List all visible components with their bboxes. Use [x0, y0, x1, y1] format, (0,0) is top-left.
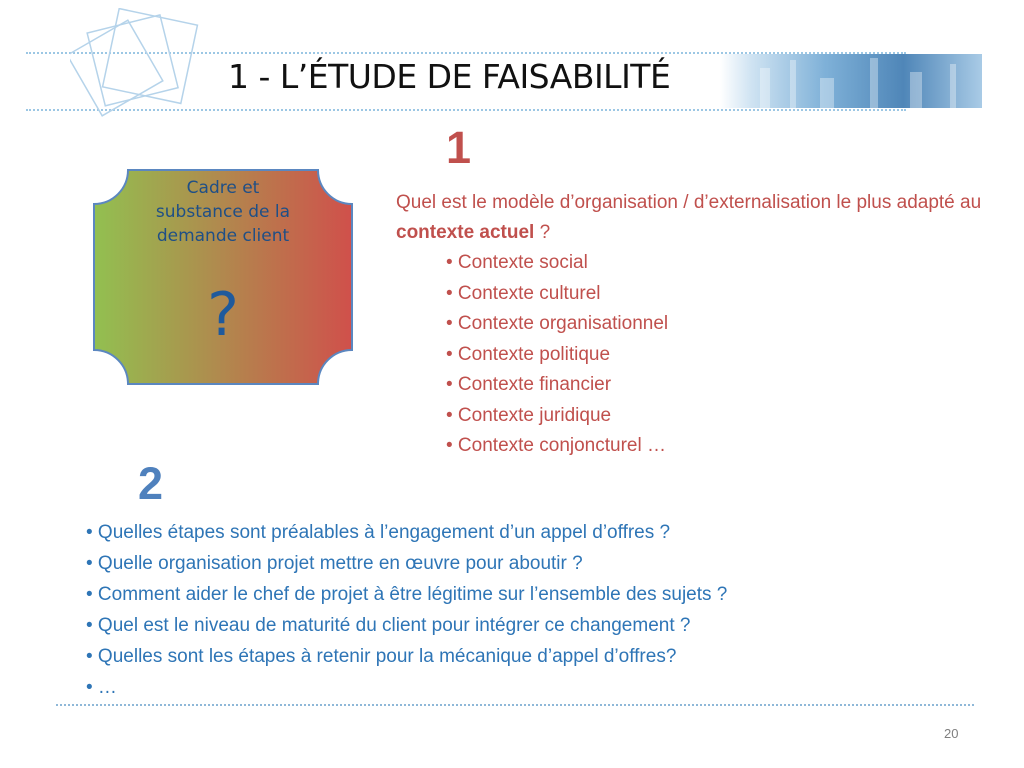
list-item: • Contexte social — [446, 252, 588, 273]
section-2-question-list — [86, 517, 727, 703]
list-item: • Contexte culturel — [446, 282, 601, 304]
section-1-number: 1 — [446, 122, 472, 173]
section-1-question-emphasis: contexte actuel — [396, 222, 535, 243]
list-item: • Contexte politique — [446, 343, 611, 365]
section-1-question-end: ? — [534, 222, 551, 243]
list-item: • Quel est le niveau de maturité du client pour intégrer ce changement ? — [86, 615, 691, 636]
decorative-squares-graphic — [70, 8, 220, 118]
list-item: • Contexte financier — [446, 374, 612, 395]
section-1-question — [396, 188, 1006, 248]
list-item: • … — [86, 677, 117, 698]
slide-title: 1 - L’ÉTUDE DE FAISABILITÉ — [228, 57, 671, 96]
list-item: • Comment aider le chef de projet à être légitime sur l’ensemble des sujets ? — [86, 584, 728, 605]
header-photo-banner — [720, 54, 982, 108]
list-item: • Quelles sont les étapes à retenir pour la mécanique d’appel d’offres? — [86, 646, 677, 667]
badge-caption-line: Cadre et — [186, 178, 260, 198]
list-item: • Quelles étapes sont préalables à l’engagement d’un appel d’offres ? — [86, 522, 671, 543]
section-1-context-list — [446, 248, 668, 462]
list-item: • Quelle organisation projet mettre en œuvre pour aboutir ? — [86, 553, 583, 574]
badge-question-mark: ? — [207, 280, 239, 350]
badge-caption-line: demande client — [156, 226, 290, 246]
page-number: 20 — [944, 726, 959, 741]
list-item: • Contexte conjoncturel … — [446, 435, 666, 456]
badge-caption-line: substance de la — [155, 202, 291, 222]
footer-dotted-rule — [56, 704, 974, 706]
section-1-question-text: Quel est le modèle d’organisation / d’externalisation le plus adapté au — [396, 192, 982, 213]
list-item: • Contexte organisationnel — [446, 313, 669, 334]
section-2-number: 2 — [138, 458, 164, 509]
list-item: • Contexte juridique — [446, 404, 612, 426]
badge-caption — [92, 176, 354, 248]
